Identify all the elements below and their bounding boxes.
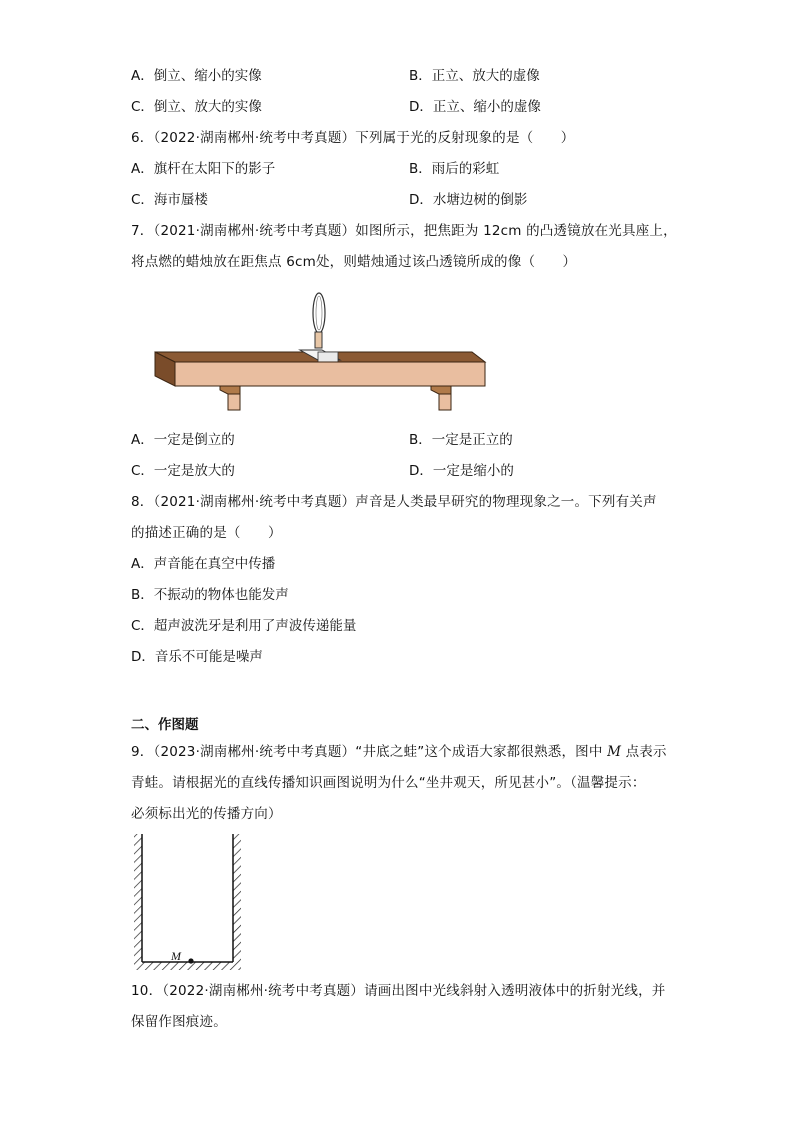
q5-option-c: C．倒立、放大的实像 — [131, 99, 262, 115]
q6-option-b: B．雨后的彩虹 — [409, 161, 500, 177]
well-figure — [130, 832, 245, 974]
q6-stem: 6．（2022·湖南郴州·统考中考真题）下列属于光的反射现象的是（ ） — [131, 130, 575, 146]
q8-option-a: A．声音能在真空中传播 — [131, 556, 276, 572]
q7-option-a: A．一定是倒立的 — [131, 432, 235, 448]
q6-option-d: D．水塘边树的倒影 — [409, 192, 528, 208]
q10-stem-line2: 保留作图痕迹。 — [131, 1014, 227, 1030]
q8-option-d: D．音乐不可能是噪声 — [131, 649, 263, 665]
q10-stem-line1: 10．（2022·湖南郴州·统考中考真题）请画出图中光线斜射入透明液体中的折射光线，并 — [131, 983, 666, 999]
q7-option-c: C．一定是放大的 — [131, 463, 235, 479]
q8-stem-line2: 的描述正确的是（ ） — [131, 525, 282, 541]
q9-stem-line3: 必须标出光的传播方向） — [131, 806, 282, 822]
q7-stem-line1: 7．（2021·湖南郴州·统考中考真题）如图所示，把焦距为 12cm 的凸透镜放在光具座上， — [131, 223, 677, 239]
q5-option-d: D．正立、缩小的虚像 — [409, 99, 541, 115]
q5-option-b: B．正立、放大的虚像 — [409, 68, 540, 84]
q8-stem-line1: 8．（2021·湖南郴州·统考中考真题）声音是人类最早研究的物理现象之一。下列有关声 — [131, 494, 657, 510]
q8-option-b: B．不振动的物体也能发声 — [131, 587, 289, 603]
q7-option-d: D．一定是缩小的 — [409, 463, 514, 479]
section-title: 二、作图题 — [131, 717, 199, 733]
frog-label: M — [171, 949, 181, 963]
frog-point-m — [188, 958, 193, 963]
q9-stem-line2: 青蛙。请根据光的直线传播知识画图说明为什么“坐井观天，所见甚小”。（温馨提示： — [131, 775, 646, 791]
q7-option-b: B．一定是正立的 — [409, 432, 513, 448]
optical-bench-figure — [150, 290, 490, 415]
q5-option-a: A．倒立、缩小的实像 — [131, 68, 262, 84]
bench-front — [175, 362, 485, 386]
q7-stem-line2: 将点燃的蜡烛放在距焦点 6cm处，则蜡烛通过该凸透镜所成的像（ ） — [131, 254, 577, 270]
lens-holder-stem — [315, 332, 322, 348]
q6-option-c: C．海市蜃楼 — [131, 192, 208, 208]
q9-stem-line1: 9．（2023·湖南郴州·统考中考真题）“井底之蛙”这个成语大家都很熟悉，图中 M 点表示 — [131, 744, 667, 760]
q8-option-c: C．超声波洗牙是利用了声波传递能量 — [131, 618, 357, 634]
convex-lens — [313, 293, 325, 333]
q6-option-a: A．旗杆在太阳下的影子 — [131, 161, 276, 177]
